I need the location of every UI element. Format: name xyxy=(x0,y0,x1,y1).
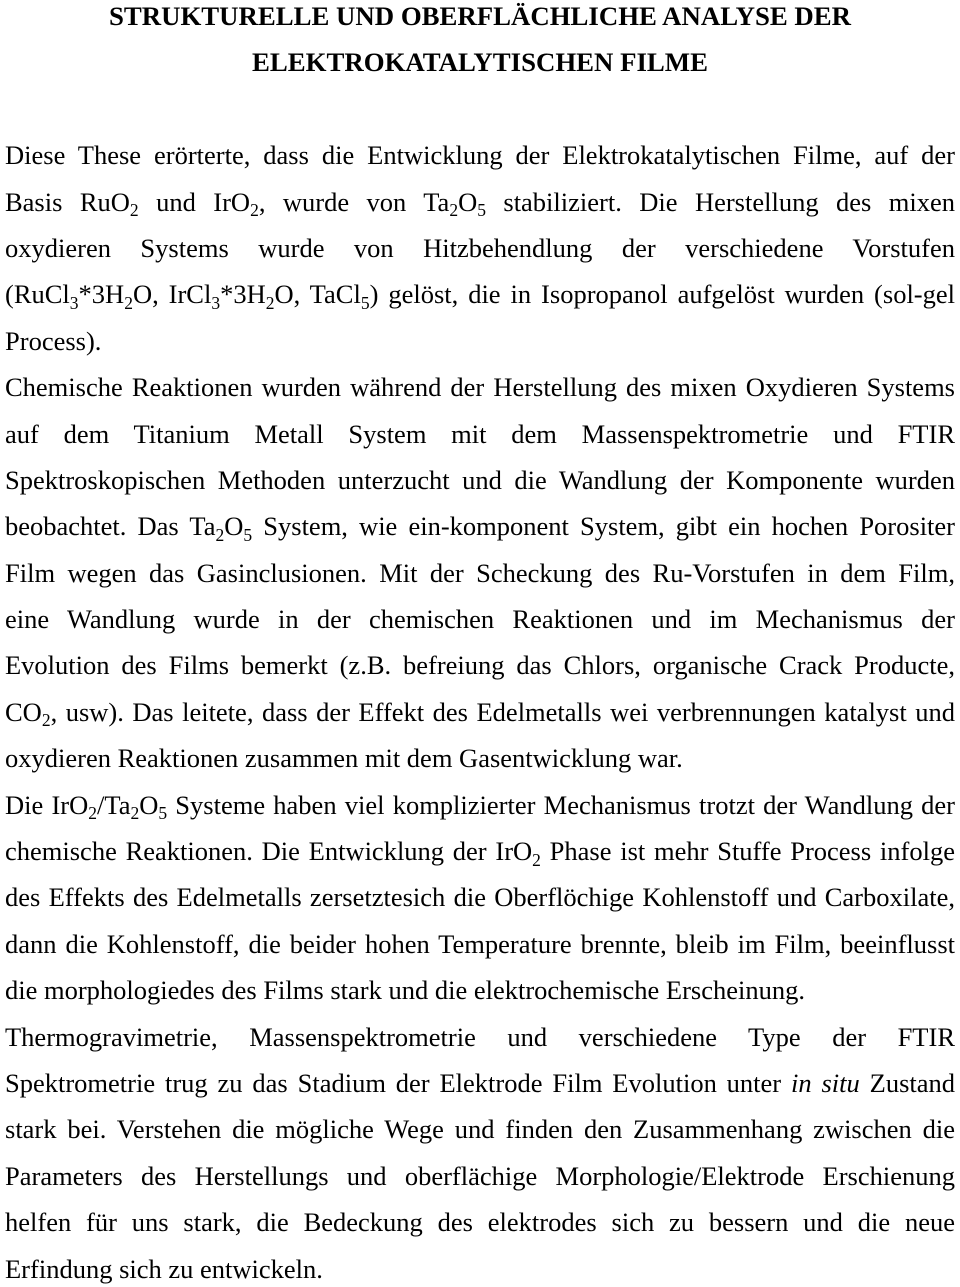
text-line xyxy=(5,186,955,221)
text-run: CO xyxy=(5,696,42,727)
text-line xyxy=(5,650,955,680)
text-line xyxy=(5,929,955,959)
title-line: STRUKTURELLE UND OBERFLÄCHLICHE ANALYSE DER xyxy=(108,1,852,31)
subscript: 5 xyxy=(360,292,370,313)
subscript: 3 xyxy=(211,292,221,313)
text-line xyxy=(5,1068,955,1098)
text-line xyxy=(5,1022,955,1052)
text-run: die morphologiedes des Films stark und die elektrochemische Erscheinung. xyxy=(5,975,805,1006)
subscript: 5 xyxy=(243,524,253,545)
text-run: Diese These erörterte, dass die Entwicklung der Elektrokatalytischen Filme, auf der xyxy=(5,140,955,171)
text-line xyxy=(5,140,955,170)
subscript: 5 xyxy=(158,803,168,824)
text-run: , wurde von Ta xyxy=(258,186,450,217)
text-run: O xyxy=(458,186,478,217)
text-run: eine Wandlung wurde in der chemischen Reaktionen und im Mechanismus der xyxy=(5,604,955,635)
subscript: 3 xyxy=(69,292,79,313)
text-run: O, IrCl xyxy=(132,279,212,310)
subscript: 2 xyxy=(124,292,133,313)
paragraph xyxy=(5,140,955,356)
text-run: *3H xyxy=(78,279,125,310)
text-line xyxy=(5,233,955,263)
subscript: 2 xyxy=(449,200,459,221)
text-line xyxy=(5,465,955,495)
text-run: Basis RuO xyxy=(5,186,130,217)
text-run: O xyxy=(139,789,159,820)
text-run: Film wegen das Gasinclusionen. Mit der Scheckung des Ru-Vorstufen in dem Film, xyxy=(5,557,955,588)
text-run: System, wie ein-komponent System, gibt ein hochen Porositer xyxy=(252,511,956,542)
text-run: chemische Reaktionen. Die Entwicklung der IrO xyxy=(5,836,533,867)
text-line xyxy=(5,326,955,356)
subscript: 2 xyxy=(532,849,541,870)
text-line xyxy=(5,1207,955,1237)
subscript: 2 xyxy=(88,803,97,824)
subscript: 2 xyxy=(265,292,275,313)
text-line xyxy=(5,279,955,313)
text-run: O xyxy=(224,511,244,542)
text-run: Chemische Reaktionen wurden während der Herstellung des mixen Oxydieren Systems xyxy=(5,372,955,403)
text-run: Systeme haben viel komplizierter Mechanismus trotzt der Wandlung der xyxy=(167,789,955,820)
text-line xyxy=(5,1254,955,1284)
text-run: ) gelöst, die in Isopropanol aufgelöst wurden (sol-gel xyxy=(369,279,955,310)
text-line xyxy=(5,558,955,588)
text-run: Die IrO xyxy=(5,789,89,820)
text-line xyxy=(5,511,956,545)
paragraph xyxy=(5,790,955,1006)
text-run: Phase ist mehr Stuffe Process infolge xyxy=(540,836,955,867)
text-run: des Effekts des Edelmetalls zersetztesich die Oberflöchige Kohlenstoff und Carboxilate, xyxy=(5,882,955,913)
document-title xyxy=(0,1,960,140)
text-run: *3H xyxy=(220,279,266,310)
text-run: helfen für uns stark, die Bedeckung des elektrodes sich zu bessern und die neue xyxy=(5,1207,955,1238)
subscript: 2 xyxy=(130,803,140,824)
document-body xyxy=(5,140,955,1283)
text-line xyxy=(5,372,955,402)
text-line xyxy=(5,743,955,773)
subscript: 2 xyxy=(129,200,139,221)
text-run: oxydieren Systems wurde von Hitzbehendlung der verschiedene Vorstufen xyxy=(5,232,955,263)
subscript: 2 xyxy=(215,524,225,545)
text-run: stabiliziert. Die Herstellung des mixen xyxy=(485,186,955,217)
text-line xyxy=(5,882,955,912)
text-run: Thermogravimetrie, Massenspektrometrie und verschiedene Type der FTIR xyxy=(5,1021,955,1052)
text-line xyxy=(5,975,955,1005)
text-run: Process). xyxy=(5,325,102,356)
text-line xyxy=(5,696,955,731)
document-page xyxy=(0,1,960,1284)
text-run: beobachtet. Das Ta xyxy=(5,511,216,542)
text-run: , usw). Das leitete, dass der Effekt des Edelmetalls wei verbrennungen katalyst und xyxy=(50,696,955,727)
paragraph xyxy=(5,372,955,773)
text-run: (RuCl xyxy=(5,279,70,310)
text-line xyxy=(5,604,955,634)
text-run: /Ta xyxy=(97,789,131,820)
text-line xyxy=(5,419,955,449)
title-line: ELEKTROKATALYTISCHEN FILME xyxy=(252,47,708,78)
subscript: 5 xyxy=(477,200,486,221)
text-run: oxydieren Reaktionen zusammen mit dem Gasentwicklung war. xyxy=(5,743,683,774)
paragraph xyxy=(5,1022,955,1284)
text-run: Spektrometrie trug zu das Stadium der Elektrode Film Evolution unter xyxy=(5,1067,791,1098)
italic-text: in situ xyxy=(791,1067,860,1098)
text-run: Erfindung sich zu entwickeln. xyxy=(5,1253,323,1284)
text-run: dann die Kohlenstoff, die beider hohen Temperature brennte, bleib im Film, beeinflusst xyxy=(5,928,955,959)
text-run: Evolution des Films bemerkt (z.B. befreiung das Chlors, organische Crack Producte, xyxy=(5,650,955,681)
subscript: 2 xyxy=(250,200,259,221)
text-line xyxy=(5,789,955,824)
text-run: Zustand xyxy=(859,1067,956,1098)
text-run: und IrO xyxy=(138,186,251,217)
text-line xyxy=(5,836,955,870)
text-run: auf dem Titanium Metall System mit dem Massenspektrometrie und FTIR xyxy=(5,418,955,449)
text-run: Parameters des Herstellungs und oberflächige Morphologie/Elektrode Erschienung xyxy=(5,1160,955,1191)
text-run: Spektroskopischen Methoden unterzucht und die Wandlung der Komponente wurden xyxy=(5,464,955,495)
text-run: O, TaCl xyxy=(274,279,361,310)
subscript: 2 xyxy=(41,710,51,731)
text-line xyxy=(5,1114,955,1144)
text-line xyxy=(5,1161,955,1191)
text-run: stark bei. Verstehen die mögliche Wege und finden den Zusammenhang zwischen die xyxy=(5,1114,955,1145)
